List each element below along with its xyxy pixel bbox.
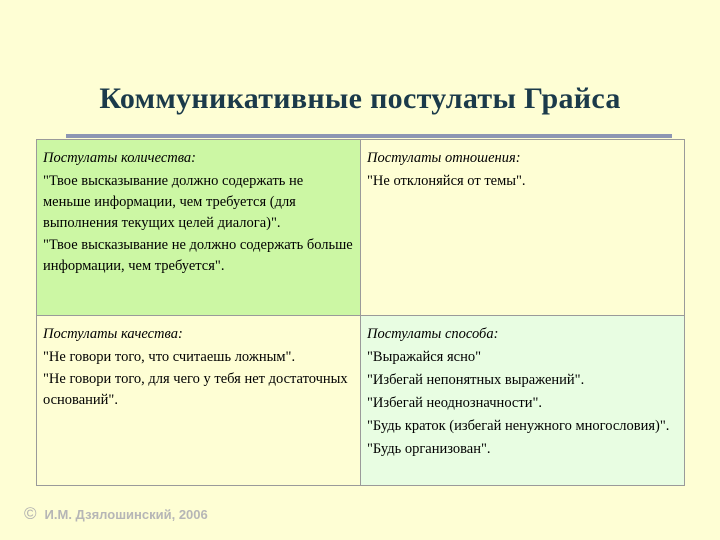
footer-author: И.М. Дзялошинский, 2006 bbox=[44, 506, 208, 522]
copyright-icon: © bbox=[24, 504, 37, 523]
manner-item-5: "Будь организован". bbox=[367, 441, 491, 457]
manner-item-4: "Будь краток (избегай ненужного многословия)". bbox=[367, 418, 670, 434]
quality-item-2: "Не говори того, для чего у тебя нет достаточных оснований". bbox=[43, 371, 348, 408]
footer-credit bbox=[24, 504, 208, 524]
relation-heading: Постулаты отношения: bbox=[367, 150, 521, 166]
quantity-item-1: "Твое высказывание должно содержать не меньше информации, чем требуется (для выполнения текущих целей диалога)". bbox=[43, 173, 304, 231]
quantity-cell bbox=[37, 140, 361, 316]
manner-item-3: "Избегай неоднозначности". bbox=[367, 395, 543, 411]
relation-cell bbox=[361, 140, 684, 316]
postulates-table bbox=[36, 139, 685, 486]
manner-cell bbox=[361, 316, 684, 485]
manner-item-2: "Избегай непонятных выражений". bbox=[367, 372, 585, 388]
manner-heading: Постулаты способа: bbox=[367, 326, 499, 342]
quality-cell bbox=[37, 316, 361, 485]
relation-item-1: "Не отклоняйся от темы". bbox=[367, 173, 526, 189]
quality-heading: Постулаты качества: bbox=[43, 326, 183, 342]
page-title: Коммуникативные постулаты Грайса bbox=[99, 82, 621, 115]
quality-item-1: "Не говори того, что считаешь ложным". bbox=[43, 349, 296, 365]
manner-item-1: "Выражайся ясно" bbox=[367, 349, 481, 365]
quantity-item-2: "Твое высказывание не должно содержать больше информации, чем требуется". bbox=[43, 237, 353, 274]
quantity-heading: Постулаты количества: bbox=[43, 150, 197, 166]
title-underline bbox=[66, 134, 672, 138]
